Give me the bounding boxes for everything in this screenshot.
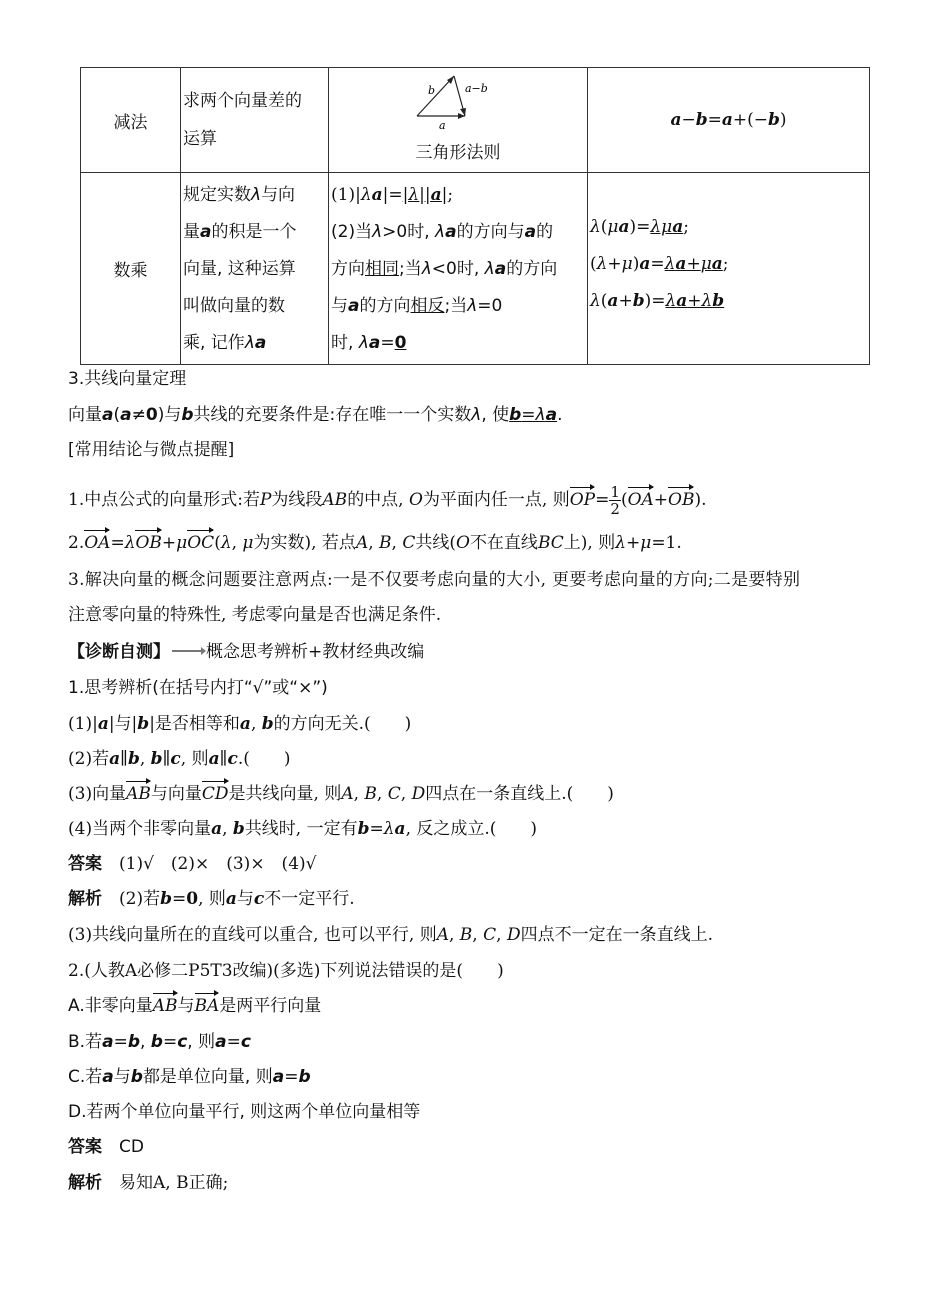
triangle-rule-cell [329, 68, 588, 173]
tip-1: 1.中点公式的向量形式:若P为线段AB的中点, O为平面内任一点, 则OP= $\frac{1}{2}$ (OA+OB). [68, 483, 707, 518]
tips-title: [常用结论与微点提醒] [68, 440, 235, 460]
q1-title: 1.思考辨析(在括号内打“√”或“×”) [68, 678, 328, 698]
q1-analysis-2: (3)共线向量所在的直线可以重合, 也可以平行, 则A, B, C, D四点不一定在一条直线上. [68, 925, 713, 945]
label-a-minus-b: a−b [465, 82, 488, 95]
q2-option-a: A.非零向量AB与BA是两平行向量 [68, 996, 322, 1016]
row1-name: 减法 [81, 68, 181, 173]
q1-item-3: (3)向量AB与向量CD是共线向量, 则A, B, C, D四点在一条直线上.( ) [68, 784, 614, 804]
q2-answer: 答案 CD [68, 1137, 144, 1157]
row1-meaning: 求两个向量差的 运算 [181, 68, 329, 173]
q2-option-c: C.若a与b都是单位向量, 则a=b [68, 1067, 311, 1087]
q1-item-4: (4)当两个非零向量a, b共线时, 一定有b=λa, 反之成立.( ) [68, 819, 538, 839]
tip-3-line1: 3.解决向量的概念问题要注意两点:一是不仅要考虑向量的大小, 更要考虑向量的方向;二是要特别 [68, 570, 801, 590]
q1-analysis: 解析 (2)若b=0, 则a与c不一定平行. [68, 889, 355, 909]
q1-item-1: (1)|a|与|b|是否相等和a, b的方向无关.( ) [68, 714, 412, 734]
operations-table [80, 67, 870, 365]
row2-rules: (1)|λa|=|λ||a|; (2)当λ>0时, λa的方向与a的 方向相同;当λ<0时, λa的方向 与a的方向相反;当λ=0 时, λa=0 [329, 173, 588, 365]
section3-text: 向量a(a≠0)与b共线的充要条件是:存在唯一一个实数λ, 使b=λa. [68, 405, 563, 425]
label-a: a [439, 119, 446, 130]
row2-meaning: 规定实数λ与向 量a的积是一个 向量, 这种运算 叫做向量的数 乘, 记作λa [181, 173, 329, 365]
q1-item-2: (2)若a∥b, b∥c, 则a∥c.( ) [68, 749, 291, 769]
label-b: b [428, 84, 436, 97]
arrow-icon [172, 650, 204, 652]
section3-title: 3.共线向量定理 [68, 369, 187, 389]
q2-analysis: 解析 易知A, B正确; [68, 1173, 229, 1193]
triangle-diagram [403, 70, 513, 130]
tip-3-line2: 注意零向量的特殊性, 考虑零向量是否也满足条件. [68, 605, 442, 625]
row2-name: 数乘 [81, 173, 181, 365]
q2-title: 2.(人教A必修二P5T3改编)(多选)下列说法错误的是( ) [68, 961, 504, 981]
triangle-rule-caption: 三角形法则 [415, 143, 501, 163]
q2-option-d: D.若两个单位向量平行, 则这两个单位向量相等 [68, 1102, 421, 1122]
q2-option-b: B.若a=b, b=c, 则a=c [68, 1032, 251, 1052]
tip-2: 2.OA=λOB+μOC(λ, μ为实数), 若点A, B, C共线(O不在直线BC上), 则λ+μ=1. [68, 533, 682, 553]
diagnosis-header: 【诊断自测】 概念思考辨析+教材经典改编 [68, 642, 425, 662]
q1-answer: 答案 (1)√ (2)× (3)× (4)√ [68, 854, 317, 874]
row1-law: a−b=a+(−b) [588, 68, 870, 173]
row2-laws: λ(μa)=λμa; (λ+μ)a=λa+μa; λ(a+b)=λa+λb [588, 173, 870, 365]
